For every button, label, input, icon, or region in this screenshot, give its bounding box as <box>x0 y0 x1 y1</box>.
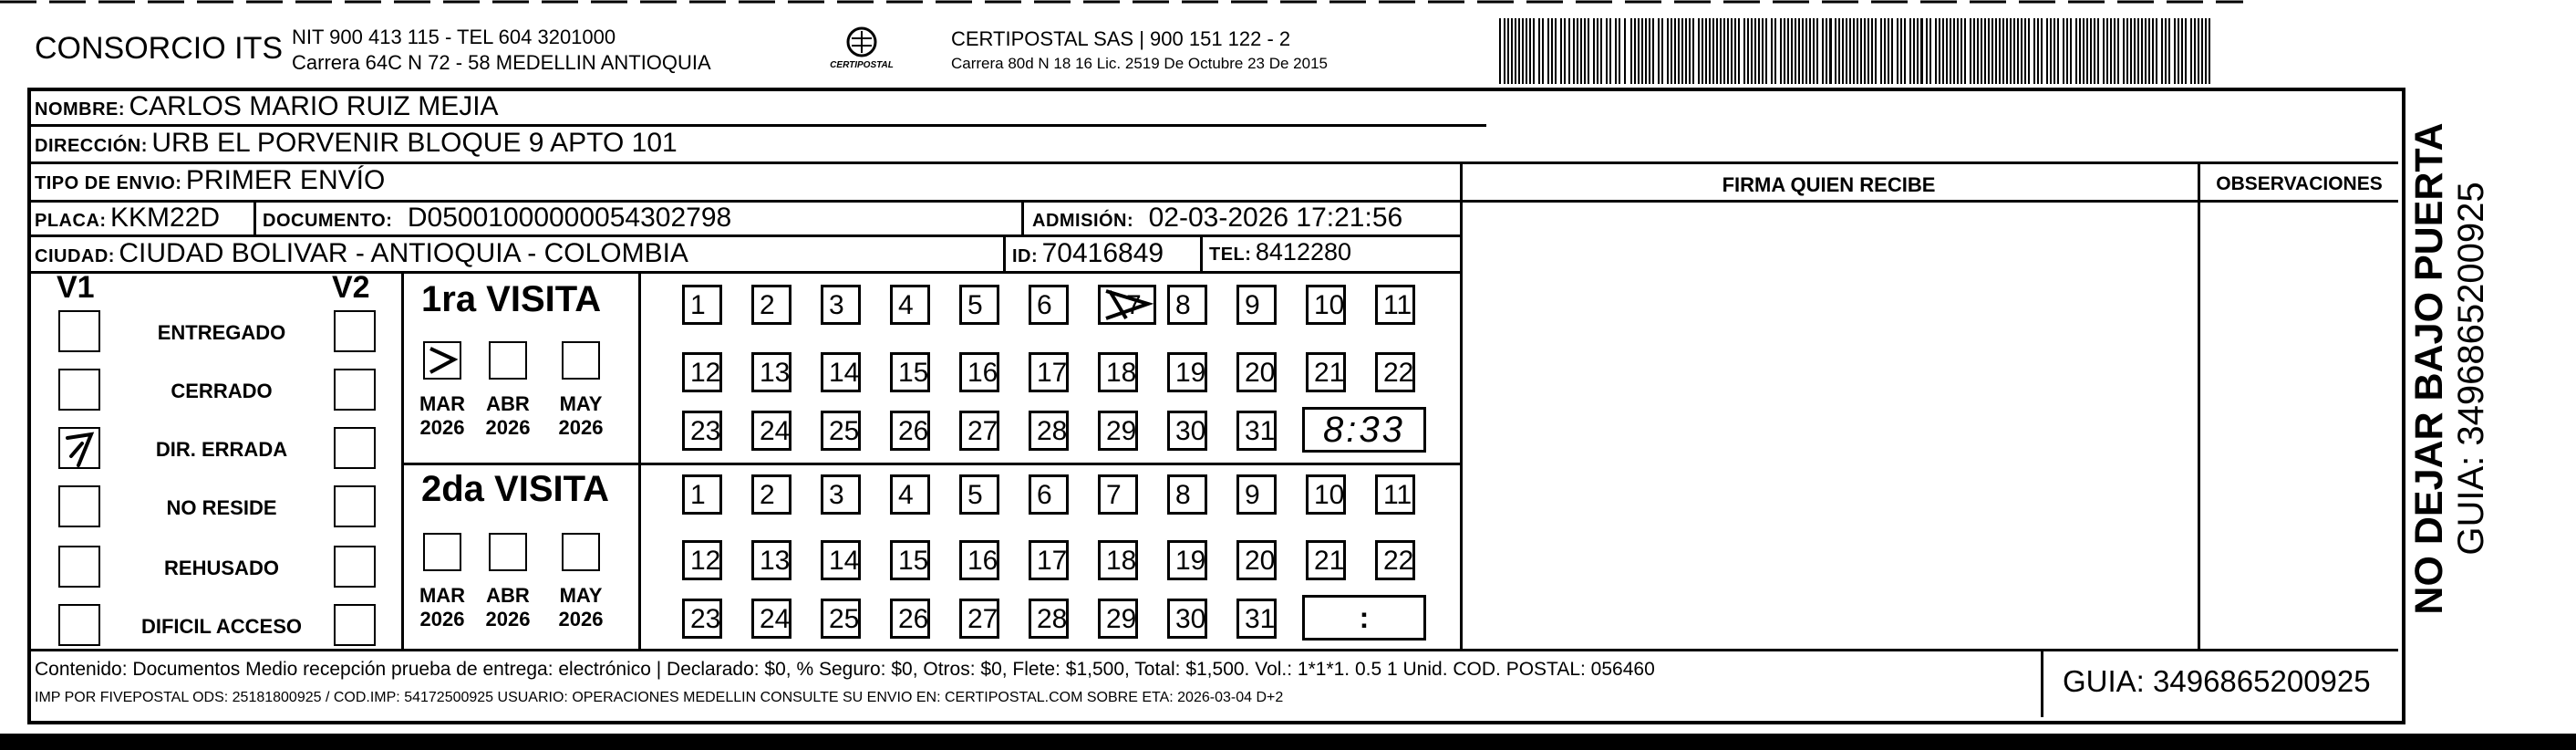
day-number: 7 <box>1126 290 1142 320</box>
second-visit-day-10[interactable] <box>1306 474 1346 515</box>
second-visit-month-abr[interactable] <box>489 533 527 571</box>
second-visit-day-28[interactable] <box>1029 599 1069 639</box>
day-number: 18 <box>1106 358 1137 388</box>
day-number: 8 <box>1175 290 1191 320</box>
first-visit-day-16[interactable] <box>959 352 999 392</box>
tel-row <box>1209 238 1351 266</box>
first-visit-day-3[interactable] <box>821 285 861 325</box>
v2-label: V2 <box>332 270 370 305</box>
status-label-cerrado: CERRADO <box>171 380 273 402</box>
second-visit-month-may[interactable] <box>562 533 600 571</box>
day-number: 11 <box>1383 290 1412 320</box>
v2-checkbox-dir-errada[interactable] <box>334 427 376 469</box>
second-visit-day-23[interactable] <box>682 599 722 639</box>
day-number: 16 <box>967 358 998 388</box>
second-visit-time[interactable] <box>1302 595 1426 641</box>
admision-value: 02-03-2026 17:21:56 <box>1148 203 1403 233</box>
day-number: 26 <box>898 416 929 446</box>
id-value: 70416849 <box>1041 238 1164 268</box>
month-year: 2026 <box>558 416 604 439</box>
first-visit-day-8[interactable] <box>1167 285 1207 325</box>
second-visit-month-mar[interactable] <box>423 533 461 571</box>
first-visit-day-9[interactable] <box>1236 285 1277 325</box>
month-year: 2026 <box>419 608 465 630</box>
second-visit-day-1[interactable] <box>682 474 722 515</box>
second-visit-day-7[interactable] <box>1098 474 1138 515</box>
second-visit-day-21[interactable] <box>1306 540 1346 580</box>
second-visit-day-3[interactable] <box>821 474 861 515</box>
month-name: ABR <box>486 584 530 607</box>
first-visit-month-label-abr <box>481 392 535 440</box>
month-name: MAR <box>419 584 466 607</box>
ciudad-value: CIUDAD BOLIVAR - ANTIOQUIA - COLOMBIA <box>119 238 688 268</box>
day-number: 30 <box>1175 604 1206 634</box>
second-visit-day-14[interactable] <box>821 540 861 580</box>
second-visit-day-26[interactable] <box>890 599 930 639</box>
day-number: 31 <box>1245 416 1276 446</box>
second-visit-day-13[interactable] <box>751 540 791 580</box>
day-number: 16 <box>967 546 998 576</box>
first-visit-day-26[interactable] <box>890 411 930 451</box>
v2-checkbox-no-reside[interactable] <box>334 485 376 527</box>
logo-text: CERTIPOSTAL <box>830 60 894 70</box>
tipo-value: PRIMER ENVÍO <box>185 165 386 195</box>
day-number: 5 <box>967 290 983 320</box>
day-number: 21 <box>1314 546 1345 576</box>
footer-contenido: Contenido: Documentos Medio recepción prueba de entrega: electrónico | Declarado: $0, % Seguro: $0, Otros: $0, Flete: $1,500, Total: $1,500. Vol.: 1*1*1. 0.5 1 Unid. COD. POSTAL: 056460 <box>35 659 1655 680</box>
direccion-value: URB EL PORVENIR BLOQUE 9 APTO 101 <box>151 128 678 158</box>
v1-checkbox-dir-errada[interactable] <box>58 427 100 469</box>
first-visit-time-value: 8:33 <box>1323 410 1405 450</box>
day-number: 3 <box>829 290 844 320</box>
day-number: 17 <box>1037 358 1068 388</box>
second-visit-day-25[interactable] <box>821 599 861 639</box>
second-visit-day-31[interactable] <box>1236 599 1277 639</box>
day-number: 19 <box>1175 546 1206 576</box>
month-year: 2026 <box>558 608 604 630</box>
observaciones-label: OBSERVACIONES <box>2216 173 2383 194</box>
carrier-name: CERTIPOSTAL SAS | 900 151 122 - 2 <box>951 27 1291 50</box>
first-visit-day-14[interactable] <box>821 352 861 392</box>
day-number: 24 <box>760 604 791 634</box>
first-visit-label: 1ra VISITA <box>421 279 602 319</box>
first-visit-day-18[interactable] <box>1098 352 1138 392</box>
documento-value: D05001000000054302798 <box>407 203 732 233</box>
admision-row <box>1032 203 1402 234</box>
v1-checkbox-cerrado[interactable] <box>58 369 100 411</box>
day-number: 25 <box>829 416 860 446</box>
second-visit-month-label-abr <box>481 584 535 631</box>
second-visit-day-29[interactable] <box>1098 599 1138 639</box>
v1-label: V1 <box>57 270 95 305</box>
footer-guia: GUIA: 3496865200925 <box>2063 664 2371 698</box>
day-number: 23 <box>690 416 721 446</box>
first-visit-day-13[interactable] <box>751 352 791 392</box>
no-dejar-bajo-puerta: NO DEJAR BAJO PUERTA <box>2407 122 2451 615</box>
id-label: ID: <box>1012 246 1039 266</box>
status-label-rehusado: REHUSADO <box>164 557 279 579</box>
day-number: 9 <box>1245 480 1260 510</box>
day-number: 29 <box>1106 604 1137 634</box>
second-visit-day-11[interactable] <box>1375 474 1415 515</box>
day-number: 14 <box>829 546 860 576</box>
first-visit-day-29[interactable] <box>1098 411 1138 451</box>
direccion-label: DIRECCIÓN: <box>35 136 148 156</box>
observaciones-area[interactable] <box>2201 203 2396 647</box>
day-number: 14 <box>829 358 860 388</box>
documento-label: DOCUMENTO: <box>263 211 393 231</box>
first-visit-day-23[interactable] <box>682 411 722 451</box>
second-visit-day-24[interactable] <box>751 599 791 639</box>
first-visit-day-19[interactable] <box>1167 352 1207 392</box>
month-year: 2026 <box>485 416 531 439</box>
first-visit-day-17[interactable] <box>1029 352 1069 392</box>
v2-checkbox-dificil-acceso[interactable] <box>334 604 376 646</box>
company-nit: NIT 900 413 115 - TEL 604 3201000 <box>292 26 616 48</box>
day-number: 28 <box>1037 604 1068 634</box>
first-visit-day-22[interactable] <box>1375 352 1415 392</box>
v1-checkbox-entregado[interactable] <box>58 310 100 352</box>
first-visit-day-1[interactable] <box>682 285 722 325</box>
tel-label: TEL: <box>1209 245 1252 265</box>
first-visit-day-10[interactable] <box>1306 285 1346 325</box>
placa-row <box>35 203 220 234</box>
status-label-entregado: ENTREGADO <box>157 321 286 344</box>
month-year: 2026 <box>485 608 531 630</box>
second-visit-day-4[interactable] <box>890 474 930 515</box>
month-year: 2026 <box>419 416 465 439</box>
day-number: 2 <box>760 290 775 320</box>
month-name: MAR <box>419 392 466 415</box>
day-number: 9 <box>1245 290 1260 320</box>
day-number: 2 <box>760 480 775 510</box>
day-number: 15 <box>898 546 929 576</box>
nombre-label: NOMBRE: <box>35 99 126 120</box>
tipo-row <box>35 165 385 196</box>
firma-label: FIRMA QUIEN RECIBE <box>1722 173 1936 196</box>
first-visit-day-6[interactable] <box>1029 285 1069 325</box>
first-visit-day-25[interactable] <box>821 411 861 451</box>
day-number: 15 <box>898 358 929 388</box>
month-name: MAY <box>559 392 603 415</box>
day-number: 12 <box>690 358 721 388</box>
trim-marks <box>0 0 2576 5</box>
day-number: 1 <box>690 290 706 320</box>
first-visit-month-mar[interactable] <box>423 341 461 380</box>
day-number: 13 <box>760 546 791 576</box>
day-number: 20 <box>1245 358 1276 388</box>
placa-value: KKM22D <box>110 203 221 233</box>
month-name: MAY <box>559 584 603 607</box>
first-visit-time[interactable] <box>1302 407 1426 453</box>
day-number: 24 <box>760 416 791 446</box>
month-name: ABR <box>486 392 530 415</box>
day-number: 27 <box>967 604 998 634</box>
first-visit-day-4[interactable] <box>890 285 930 325</box>
second-visit-day-30[interactable] <box>1167 599 1207 639</box>
day-number: 1 <box>690 480 706 510</box>
first-visit-day-11[interactable] <box>1375 285 1415 325</box>
day-number: 30 <box>1175 416 1206 446</box>
day-number: 12 <box>690 546 721 576</box>
nombre-row <box>35 91 499 122</box>
bottom-edge <box>0 734 2576 750</box>
second-visit-label: 2da VISITA <box>421 469 609 509</box>
first-visit-month-may[interactable] <box>562 341 600 380</box>
first-visit-month-label-may <box>553 392 608 440</box>
first-visit-day-15[interactable] <box>890 352 930 392</box>
company-address: Carrera 64C N 72 - 58 MEDELLIN ANTIOQUIA <box>292 51 711 74</box>
v2-checkbox-rehusado[interactable] <box>334 546 376 588</box>
second-visit-day-2[interactable] <box>751 474 791 515</box>
second-visit-day-19[interactable] <box>1167 540 1207 580</box>
barcode <box>1495 18 2216 84</box>
status-label-dir-errada: DIR. ERRADA <box>155 438 288 461</box>
first-visit-day-20[interactable] <box>1236 352 1277 392</box>
second-visit-day-8[interactable] <box>1167 474 1207 515</box>
v1-checkbox-dificil-acceso[interactable] <box>58 604 100 646</box>
footer-imp: IMP POR FIVEPOSTAL ODS: 25181800925 / COD.IMP: 54172500925 USUARIO: OPERACIONES MEDELLIN CONSULTE SU ENVIO EN: CERTIPOSTAL.COM SOBRE ETA: 2026-03-04 D+2 <box>35 690 1284 705</box>
id-row <box>1012 238 1164 269</box>
first-visit-day-28[interactable] <box>1029 411 1069 451</box>
first-visit-day-2[interactable] <box>751 285 791 325</box>
second-visit-day-18[interactable] <box>1098 540 1138 580</box>
ciudad-row <box>35 238 688 269</box>
second-visit-month-label-may <box>553 584 608 631</box>
day-number: 25 <box>829 604 860 634</box>
first-visit-day-30[interactable] <box>1167 411 1207 451</box>
day-number: 27 <box>967 416 998 446</box>
second-visit-day-12[interactable] <box>682 540 722 580</box>
first-visit-day-21[interactable] <box>1306 352 1346 392</box>
day-number: 10 <box>1314 480 1345 510</box>
second-visit-month-label-mar <box>415 584 470 631</box>
second-visit-day-9[interactable] <box>1236 474 1277 515</box>
day-number: 19 <box>1175 358 1206 388</box>
first-visit-day-5[interactable] <box>959 285 999 325</box>
first-visit-day-27[interactable] <box>959 411 999 451</box>
second-visit-day-15[interactable] <box>890 540 930 580</box>
check-mark-icon <box>60 429 98 467</box>
first-visit-month-abr[interactable] <box>489 341 527 380</box>
day-number: 18 <box>1106 546 1137 576</box>
nombre-value: CARLOS MARIO RUIZ MEJIA <box>129 91 499 121</box>
check-mark-icon <box>425 343 460 378</box>
v2-checkbox-cerrado[interactable] <box>334 369 376 411</box>
day-number: 6 <box>1037 480 1052 510</box>
status-label-no-reside: NO RESIDE <box>166 496 277 519</box>
tipo-label: TIPO DE ENVIO: <box>35 173 182 193</box>
first-visit-month-label-mar <box>415 392 470 440</box>
second-visit-day-16[interactable] <box>959 540 999 580</box>
day-number: 11 <box>1383 480 1412 510</box>
carrier-license: Carrera 80d N 18 16 Lic. 2519 De Octubre 23 De 2015 <box>951 55 1328 72</box>
day-number: 4 <box>898 480 914 510</box>
check-mark-icon <box>1101 287 1154 322</box>
second-visit-day-22[interactable] <box>1375 540 1415 580</box>
day-number: 17 <box>1037 546 1068 576</box>
second-visit-day-5[interactable] <box>959 474 999 515</box>
documento-row <box>263 203 731 234</box>
first-visit-day-31[interactable] <box>1236 411 1277 451</box>
side-notice <box>2407 95 2508 642</box>
tel-value: 8412280 <box>1255 238 1352 266</box>
second-visit-day-6[interactable] <box>1029 474 1069 515</box>
side-guia: GUIA: 3496865200925 <box>2451 182 2491 556</box>
day-number: 20 <box>1245 546 1276 576</box>
company-name: CONSORCIO ITS <box>35 31 284 66</box>
day-number: 7 <box>1106 480 1122 510</box>
day-number: 3 <box>829 480 844 510</box>
day-number: 26 <box>898 604 929 634</box>
first-visit-day-12[interactable] <box>682 352 722 392</box>
second-visit-day-20[interactable] <box>1236 540 1277 580</box>
firma-area[interactable] <box>1464 203 2196 647</box>
day-number: 5 <box>967 480 983 510</box>
day-number: 22 <box>1383 358 1414 388</box>
day-number: 13 <box>760 358 791 388</box>
day-number: 22 <box>1383 546 1414 576</box>
ciudad-label: CIUDAD: <box>35 246 115 266</box>
second-visit-day-27[interactable] <box>959 599 999 639</box>
status-label-dificil-acceso: DIFICIL ACCESO <box>140 615 302 638</box>
day-number: 28 <box>1037 416 1068 446</box>
day-number: 21 <box>1314 358 1345 388</box>
admision-label: ADMISIÓN: <box>1032 211 1134 231</box>
placa-label: PLACA: <box>35 211 107 231</box>
certipostal-logo-icon <box>812 24 912 75</box>
v2-checkbox-entregado[interactable] <box>334 310 376 352</box>
day-number: 23 <box>690 604 721 634</box>
day-number: 6 <box>1037 290 1052 320</box>
day-number: 29 <box>1106 416 1137 446</box>
day-number: 31 <box>1245 604 1276 634</box>
day-number: 4 <box>898 290 914 320</box>
day-number: 10 <box>1314 290 1345 320</box>
first-visit-day-24[interactable] <box>751 411 791 451</box>
second-visit-day-17[interactable] <box>1029 540 1069 580</box>
second-visit-time-value: : <box>1359 601 1370 634</box>
first-visit-day-7[interactable] <box>1098 285 1156 325</box>
day-number: 8 <box>1175 480 1191 510</box>
v1-checkbox-no-reside[interactable] <box>58 485 100 527</box>
direccion-row <box>35 128 678 159</box>
v1-checkbox-rehusado[interactable] <box>58 546 100 588</box>
